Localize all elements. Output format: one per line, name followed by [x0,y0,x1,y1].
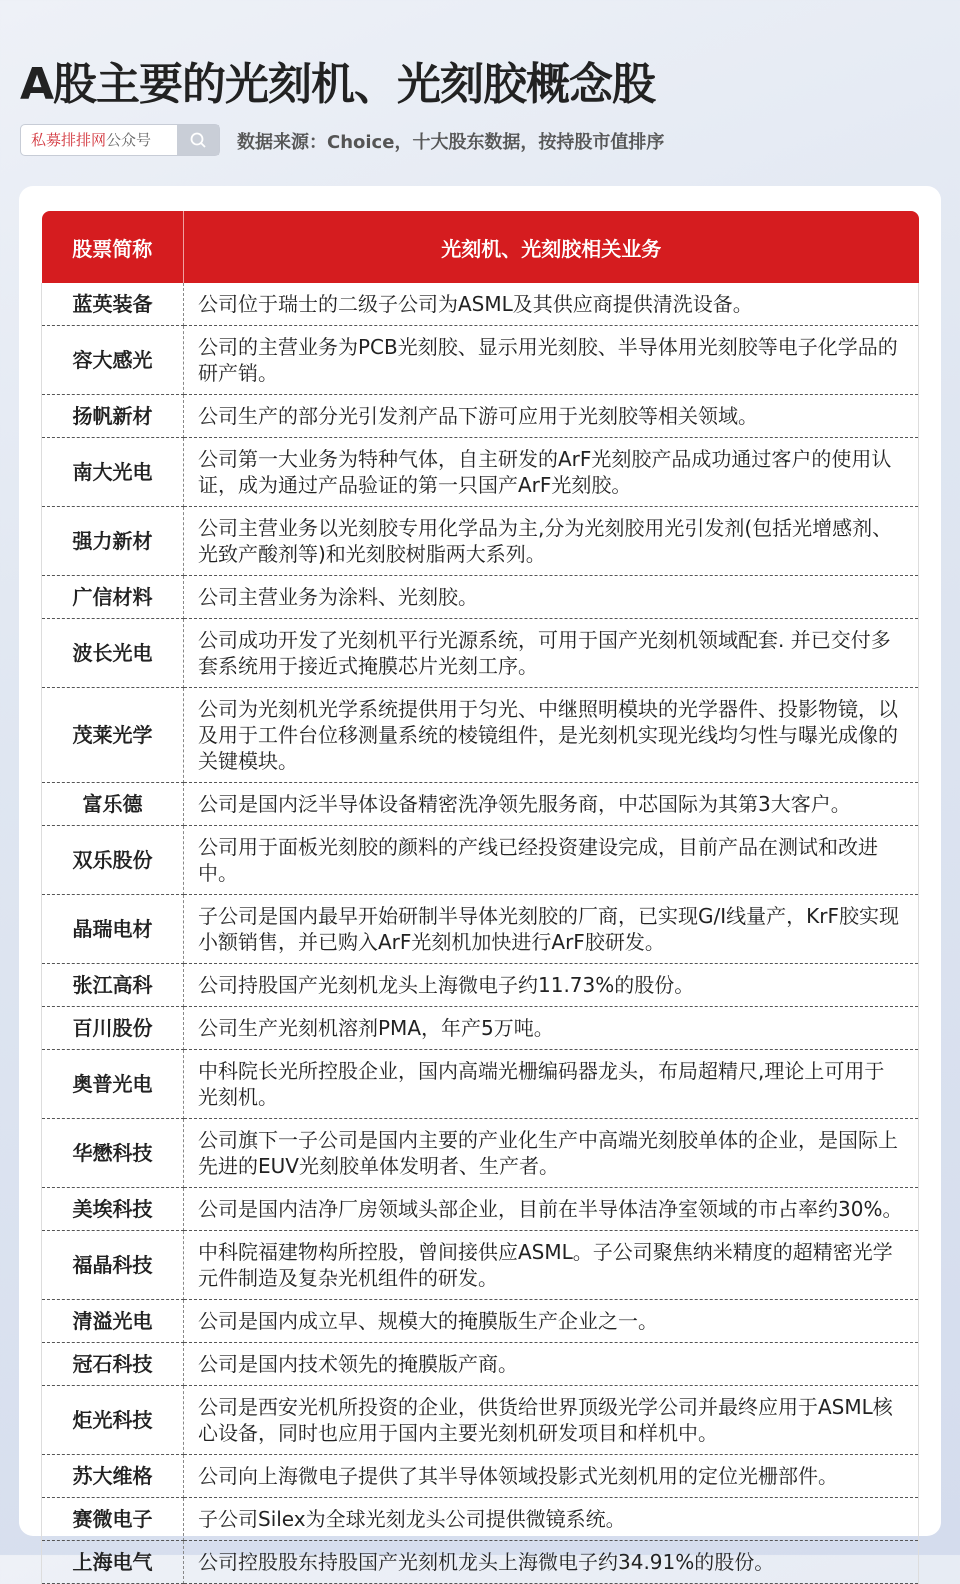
table-row [42,826,919,895]
stock-name: 奥普光电 [42,1050,184,1119]
table-row [42,1300,919,1343]
stock-name: 张江高科 [42,964,184,1007]
stock-name: 苏大维格 [42,1455,184,1498]
table-row [42,1541,919,1584]
table-card [19,186,941,1574]
business-description: 公司生产光刻机溶剂PMA，年产5万吨。 [184,1007,919,1050]
business-description: 公司主营业务以光刻胶专用化学品为主,分为光刻胶用光引发剂(包括光增感剂、光致产酸剂等)和光刻胶树脂两大系列。 [184,507,919,576]
stock-name: 波长光电 [42,619,184,688]
business-description: 中科院福建物构所控股，曾间接供应ASML。子公司聚焦纳米精度的超精密光学元件制造及复杂光机组件的研发。 [184,1231,919,1300]
stock-name: 强力新材 [42,507,184,576]
table-row [42,326,919,395]
business-description: 公司旗下一子公司是国内主要的产业化生产中高端光刻胶单体的企业，是国际上先进的EUV光刻胶单体发明者、生产者。 [184,1119,919,1188]
business-description: 公司是国内泛半导体设备精密洗净领先服务商，中芯国际为其第3大客户。 [184,783,919,826]
table-row [42,1050,919,1119]
table-row [42,576,919,619]
business-description: 公司是西安光机所投资的企业，供货给世界顶级光学公司并最终应用于ASML核心设备，同时也应用于国内主要光刻机研发项目和样机中。 [184,1386,919,1455]
table-row [42,1386,919,1455]
stock-name: 双乐股份 [42,826,184,895]
page-title: A股主要的光刻机、光刻胶概念股 [20,59,656,110]
brand-suffix: 公众号 [106,131,152,149]
table-row [42,507,919,576]
business-description: 公司第一大业务为特种气体，自主研发的ArF光刻胶产品成功通过客户的使用认证，成为通过产品验证的第一只国产ArF光刻胶。 [184,438,919,507]
stock-name: 炬光科技 [42,1386,184,1455]
table-row [42,619,919,688]
table-row [42,438,919,507]
business-description: 中科院长光所控股企业，国内高端光栅编码器龙头，布局超精尺,理论上可用于光刻机。 [184,1050,919,1119]
business-description: 公司是国内成立早、规模大的掩膜版生产企业之一。 [184,1300,919,1343]
stock-name: 晶瑞电材 [42,895,184,964]
table-row [42,964,919,1007]
business-description: 公司是国内技术领先的掩膜版产商。 [184,1343,919,1386]
table-row [42,395,919,438]
header-business: 光刻机、光刻胶相关业务 [184,211,919,283]
stock-name: 茂莱光学 [42,688,184,783]
stock-table [41,211,919,1584]
search-icon [189,131,207,149]
table-row [42,895,919,964]
table-row [42,1231,919,1300]
business-description: 公司的主营业务为PCB光刻胶、显示用光刻胶、半导体用光刻胶等电子化学品的研产销。 [184,326,919,395]
stock-name: 赛微电子 [42,1498,184,1541]
search-input[interactable] [21,125,177,155]
stock-name: 南大光电 [42,438,184,507]
data-source-note: 数据来源：Choice，十大股东数据，按持股市值排序 [237,132,665,153]
stock-name: 清溢光电 [42,1300,184,1343]
search-button[interactable] [177,125,219,155]
business-description: 公司是国内洁净厂房领域头部企业，目前在半导体洁净室领域的市占率约30%。 [184,1188,919,1231]
stock-name: 美埃科技 [42,1188,184,1231]
table-row [42,1188,919,1231]
stock-name: 蓝英装备 [42,283,184,326]
business-description: 子公司Silex为全球光刻龙头公司提供微镜系统。 [184,1498,919,1541]
brand-name: 私募排排网 [31,131,107,149]
stock-name: 冠石科技 [42,1343,184,1386]
stock-name: 扬帆新材 [42,395,184,438]
table-row [42,1498,919,1541]
stock-name: 容大感光 [42,326,184,395]
table-header [42,211,919,283]
business-description: 公司用于面板光刻胶的颜料的产线已经投资建设完成，目前产品在测试和改进中。 [184,826,919,895]
business-description: 公司成功开发了光刻机平行光源系统，可用于国产光刻机领域配套. 并已交付多套系统用于接近式掩膜芯片光刻工序。 [184,619,919,688]
stock-name: 富乐德 [42,783,184,826]
stock-name: 广信材料 [42,576,184,619]
stock-name: 华懋科技 [42,1119,184,1188]
table-row [42,688,919,783]
stock-name: 百川股份 [42,1007,184,1050]
table-row [42,1343,919,1386]
table-row [42,1455,919,1498]
business-description: 公司控股股东持股国产光刻机龙头上海微电子约34.91%的股份。 [184,1541,919,1584]
table-row [42,283,919,326]
table-row [42,1007,919,1050]
stock-name: 福晶科技 [42,1231,184,1300]
table-row [42,1119,919,1188]
search-box[interactable] [20,124,220,156]
header-stock-name: 股票简称 [42,211,184,283]
business-description: 公司向上海微电子提供了其半导体领域投影式光刻机用的定位光栅部件。 [184,1455,919,1498]
stock-name: 上海电气 [42,1541,184,1584]
business-description: 公司生产的部分光引发剂产品下游可应用于光刻胶等相关领域。 [184,395,919,438]
business-description: 子公司是国内最早开始研制半导体光刻胶的厂商，已实现G/I线量产，KrF胶实现小额销售，并已购入ArF光刻机加快进行ArF胶研发。 [184,895,919,964]
business-description: 公司位于瑞士的二级子公司为ASML及其供应商提供清洗设备。 [184,283,919,326]
business-description: 公司主营业务为涂料、光刻胶。 [184,576,919,619]
table-row [42,783,919,826]
business-description: 公司持股国产光刻机龙头上海微电子约11.73%的股份。 [184,964,919,1007]
business-description: 公司为光刻机光学系统提供用于匀光、中继照明模块的光学器件、投影物镜，以及用于工件台位移测量系统的棱镜组件，是光刻机实现光线均匀性与曝光成像的关键模块。 [184,688,919,783]
